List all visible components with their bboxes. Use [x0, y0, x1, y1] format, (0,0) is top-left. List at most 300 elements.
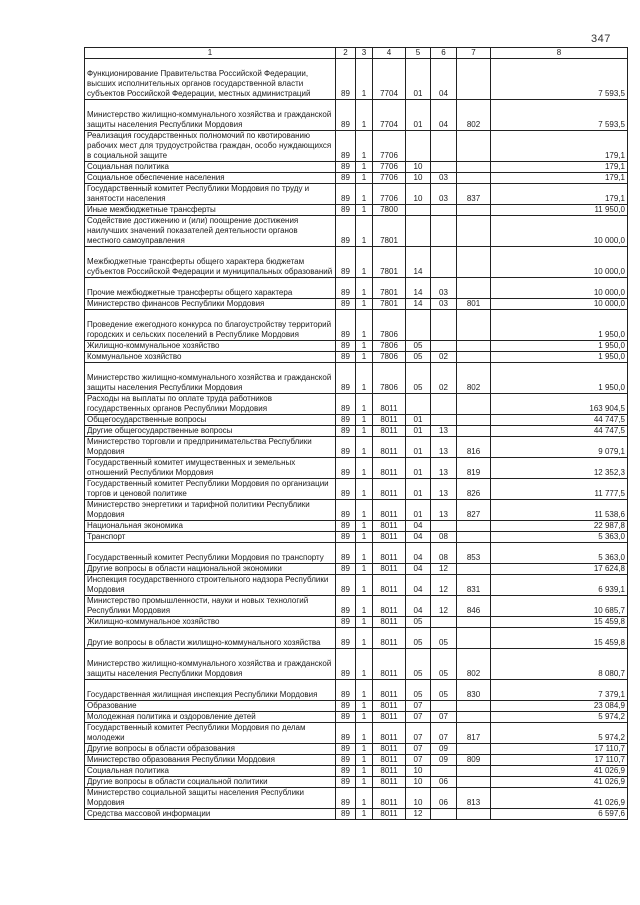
row-code-7-cell: 830 — [457, 680, 491, 701]
table-row — [85, 363, 628, 394]
row-code-4-cell: 8011 — [373, 617, 406, 628]
row-code-3-cell: 1 — [356, 712, 373, 723]
table-row — [85, 173, 628, 184]
row-code-2-cell: 89 — [336, 723, 356, 744]
table-row — [85, 205, 628, 216]
row-amount-cell: 1 950,0 — [491, 363, 628, 394]
row-name-cell: Другие вопросы в области образования — [85, 744, 336, 755]
row-code-6-cell: 05 — [431, 628, 457, 649]
row-name-cell: Министерство образования Республики Мордовия — [85, 755, 336, 766]
row-code-4-cell: 8011 — [373, 575, 406, 596]
row-code-2-cell: 89 — [336, 216, 356, 247]
row-amount-cell: 1 950,0 — [491, 352, 628, 363]
row-code-3-cell: 1 — [356, 755, 373, 766]
table-row — [85, 500, 628, 521]
row-code-6-cell: 03 — [431, 184, 457, 205]
row-code-6-cell: 07 — [431, 712, 457, 723]
row-code-6-cell: 03 — [431, 173, 457, 184]
row-code-7-cell: 813 — [457, 788, 491, 809]
page-number: 347 — [591, 33, 611, 45]
table-row — [85, 543, 628, 564]
row-code-2-cell: 89 — [336, 617, 356, 628]
row-code-2-cell: 89 — [336, 809, 356, 820]
row-code-7-cell — [457, 352, 491, 363]
row-code-6-cell: 12 — [431, 596, 457, 617]
row-code-4-cell: 8011 — [373, 766, 406, 777]
column-header: 5 — [406, 48, 431, 59]
row-code-5-cell: 14 — [406, 247, 431, 278]
row-amount-cell: 5 974,2 — [491, 712, 628, 723]
row-code-3-cell: 1 — [356, 680, 373, 701]
row-code-3-cell: 1 — [356, 184, 373, 205]
row-amount-cell: 1 950,0 — [491, 341, 628, 352]
row-code-2-cell: 89 — [336, 415, 356, 426]
row-code-7-cell — [457, 310, 491, 341]
table-row — [85, 766, 628, 777]
row-code-3-cell: 1 — [356, 415, 373, 426]
row-code-3-cell: 1 — [356, 394, 373, 415]
table-row — [85, 680, 628, 701]
row-name-cell: Реализация государственных полномочий по квотированию рабочих мест для трудоустройства граждан, особо нуждающихся в социальной защите — [85, 131, 336, 162]
row-code-4-cell: 8011 — [373, 755, 406, 766]
row-code-7-cell — [457, 162, 491, 173]
row-code-4-cell: 8011 — [373, 394, 406, 415]
row-name-cell: Межбюджетные трансферты общего характера бюджетам субъектов Российской Федерации и муниципальных образований — [85, 247, 336, 278]
row-code-5-cell: 10 — [406, 766, 431, 777]
table-row — [85, 723, 628, 744]
row-code-4-cell: 7706 — [373, 162, 406, 173]
row-code-7-cell — [457, 131, 491, 162]
table-row — [85, 564, 628, 575]
row-code-5-cell: 05 — [406, 352, 431, 363]
row-code-4-cell: 8011 — [373, 628, 406, 649]
row-code-4-cell: 8011 — [373, 596, 406, 617]
row-code-5-cell: 01 — [406, 426, 431, 437]
row-code-7-cell — [457, 777, 491, 788]
row-code-5-cell: 01 — [406, 100, 431, 131]
row-code-7-cell — [457, 809, 491, 820]
row-code-7-cell — [457, 564, 491, 575]
row-code-4-cell: 8011 — [373, 744, 406, 755]
row-name-cell: Средства массовой информации — [85, 809, 336, 820]
row-amount-cell: 23 084,9 — [491, 701, 628, 712]
row-amount-cell: 1 950,0 — [491, 310, 628, 341]
row-code-2-cell: 89 — [336, 437, 356, 458]
row-amount-cell: 163 904,5 — [491, 394, 628, 415]
row-name-cell: Другие вопросы в области социальной политики — [85, 777, 336, 788]
row-code-3-cell: 1 — [356, 131, 373, 162]
row-code-6-cell: 03 — [431, 278, 457, 299]
row-code-2-cell: 89 — [336, 479, 356, 500]
row-code-6-cell: 02 — [431, 352, 457, 363]
row-code-4-cell: 8011 — [373, 680, 406, 701]
budget-table — [84, 47, 628, 820]
row-name-cell: Министерство финансов Республики Мордовия — [85, 299, 336, 310]
row-amount-cell: 5 974,2 — [491, 723, 628, 744]
row-amount-cell: 7 593,5 — [491, 100, 628, 131]
row-code-3-cell: 1 — [356, 173, 373, 184]
row-code-5-cell: 12 — [406, 809, 431, 820]
row-code-3-cell: 1 — [356, 649, 373, 680]
row-name-cell: Государственная жилищная инспекция Республики Мордовия — [85, 680, 336, 701]
row-code-7-cell — [457, 426, 491, 437]
row-amount-cell: 22 987,8 — [491, 521, 628, 532]
table-row — [85, 216, 628, 247]
row-code-2-cell: 89 — [336, 500, 356, 521]
row-name-cell: Иные межбюджетные трансферты — [85, 205, 336, 216]
row-code-3-cell: 1 — [356, 458, 373, 479]
row-amount-cell: 41 026,9 — [491, 777, 628, 788]
row-code-6-cell: 02 — [431, 363, 457, 394]
table-row — [85, 184, 628, 205]
row-name-cell: Министерство социальной защиты населения Республики Мордовия — [85, 788, 336, 809]
table-header-row — [85, 48, 628, 59]
row-code-3-cell: 1 — [356, 543, 373, 564]
row-code-2-cell: 89 — [336, 131, 356, 162]
row-code-3-cell: 1 — [356, 363, 373, 394]
row-name-cell: Жилищно-коммунальное хозяйство — [85, 617, 336, 628]
table-row — [85, 777, 628, 788]
row-code-6-cell: 13 — [431, 500, 457, 521]
row-amount-cell: 44 747,5 — [491, 415, 628, 426]
row-amount-cell: 9 079,1 — [491, 437, 628, 458]
row-code-4-cell: 8011 — [373, 788, 406, 809]
row-code-3-cell: 1 — [356, 723, 373, 744]
table-row — [85, 755, 628, 766]
row-code-3-cell: 1 — [356, 701, 373, 712]
row-code-7-cell: 846 — [457, 596, 491, 617]
row-code-7-cell — [457, 394, 491, 415]
column-header: 3 — [356, 48, 373, 59]
row-code-4-cell: 7706 — [373, 131, 406, 162]
row-code-3-cell: 1 — [356, 532, 373, 543]
row-code-5-cell: 10 — [406, 777, 431, 788]
row-code-4-cell: 8011 — [373, 532, 406, 543]
row-name-cell: Проведение ежегодного конкурса по благоустройству территорий городских и сельских поселений в Республике Мордовия — [85, 310, 336, 341]
row-code-4-cell: 8011 — [373, 479, 406, 500]
row-code-7-cell — [457, 744, 491, 755]
row-code-5-cell: 04 — [406, 596, 431, 617]
row-amount-cell: 17 110,7 — [491, 744, 628, 755]
row-code-5-cell: 01 — [406, 415, 431, 426]
row-code-5-cell — [406, 205, 431, 216]
row-code-7-cell — [457, 628, 491, 649]
row-code-2-cell: 89 — [336, 575, 356, 596]
row-name-cell: Транспорт — [85, 532, 336, 543]
row-code-4-cell: 7806 — [373, 363, 406, 394]
row-code-5-cell — [406, 310, 431, 341]
row-code-6-cell — [431, 131, 457, 162]
row-code-3-cell: 1 — [356, 564, 373, 575]
row-name-cell: Инспекция государственного строительного надзора Республики Мордовия — [85, 575, 336, 596]
row-amount-cell: 10 000,0 — [491, 247, 628, 278]
row-code-4-cell: 8011 — [373, 809, 406, 820]
table-row — [85, 744, 628, 755]
row-code-6-cell: 13 — [431, 437, 457, 458]
row-code-4-cell: 7806 — [373, 341, 406, 352]
row-code-5-cell: 04 — [406, 543, 431, 564]
row-code-4-cell: 8011 — [373, 500, 406, 521]
row-code-3-cell: 1 — [356, 437, 373, 458]
row-amount-cell: 179,1 — [491, 131, 628, 162]
row-code-2-cell: 89 — [336, 649, 356, 680]
row-code-2-cell: 89 — [336, 564, 356, 575]
row-code-2-cell: 89 — [336, 162, 356, 173]
row-code-3-cell: 1 — [356, 310, 373, 341]
row-code-5-cell: 14 — [406, 299, 431, 310]
row-code-5-cell — [406, 394, 431, 415]
row-code-7-cell — [457, 59, 491, 100]
row-code-6-cell: 12 — [431, 564, 457, 575]
table-row — [85, 788, 628, 809]
row-code-7-cell: 826 — [457, 479, 491, 500]
row-code-4-cell: 8011 — [373, 458, 406, 479]
row-code-6-cell: 05 — [431, 680, 457, 701]
row-code-4-cell: 7706 — [373, 173, 406, 184]
row-code-3-cell: 1 — [356, 596, 373, 617]
table-row — [85, 809, 628, 820]
row-name-cell: Министерство энергетики и тарифной политики Республики Мордовия — [85, 500, 336, 521]
row-amount-cell: 7 379,1 — [491, 680, 628, 701]
row-code-2-cell: 89 — [336, 777, 356, 788]
row-code-6-cell — [431, 415, 457, 426]
row-code-7-cell: 837 — [457, 184, 491, 205]
row-code-7-cell — [457, 247, 491, 278]
table-row — [85, 532, 628, 543]
row-code-6-cell — [431, 162, 457, 173]
row-name-cell: Прочие межбюджетные трансферты общего характера — [85, 278, 336, 299]
row-code-7-cell: 827 — [457, 500, 491, 521]
row-code-2-cell: 89 — [336, 173, 356, 184]
row-amount-cell: 41 026,9 — [491, 788, 628, 809]
row-name-cell: Другие вопросы в области национальной экономики — [85, 564, 336, 575]
row-code-6-cell: 13 — [431, 479, 457, 500]
row-code-5-cell — [406, 131, 431, 162]
row-code-3-cell: 1 — [356, 628, 373, 649]
row-code-2-cell: 89 — [336, 458, 356, 479]
table-row — [85, 131, 628, 162]
row-code-4-cell: 8011 — [373, 543, 406, 564]
row-name-cell: Содействие достижению и (или) поощрение достижения наилучших значений показателей деятельности органов местного самоуправления — [85, 216, 336, 247]
row-code-5-cell: 07 — [406, 712, 431, 723]
row-code-6-cell — [431, 394, 457, 415]
row-code-3-cell: 1 — [356, 100, 373, 131]
row-code-5-cell: 05 — [406, 341, 431, 352]
row-amount-cell: 10 000,0 — [491, 216, 628, 247]
row-code-7-cell: 809 — [457, 755, 491, 766]
row-name-cell: Государственный комитет Республики Мордовия по организации торгов и ценовой политике — [85, 479, 336, 500]
row-amount-cell: 5 363,0 — [491, 532, 628, 543]
column-header: 7 — [457, 48, 491, 59]
row-code-7-cell: 816 — [457, 437, 491, 458]
row-amount-cell: 15 459,8 — [491, 628, 628, 649]
row-code-5-cell: 01 — [406, 458, 431, 479]
row-name-cell: Функционирование Правительства Российской Федерации, высших исполнительных органов государственной власти субъектов Российской Федерации, местных администраций — [85, 59, 336, 100]
row-code-4-cell: 7806 — [373, 352, 406, 363]
row-code-2-cell: 89 — [336, 766, 356, 777]
row-code-4-cell: 8011 — [373, 426, 406, 437]
row-code-6-cell: 13 — [431, 458, 457, 479]
row-code-4-cell: 8011 — [373, 564, 406, 575]
row-name-cell: Министерство жилищно-коммунального хозяйства и гражданской защиты населения Республики Мордовия — [85, 100, 336, 131]
row-code-2-cell: 89 — [336, 278, 356, 299]
row-code-2-cell: 89 — [336, 628, 356, 649]
row-code-4-cell: 8011 — [373, 521, 406, 532]
row-code-7-cell — [457, 617, 491, 628]
row-code-6-cell: 06 — [431, 788, 457, 809]
row-code-2-cell: 89 — [336, 744, 356, 755]
row-code-2-cell: 89 — [336, 712, 356, 723]
row-code-3-cell: 1 — [356, 788, 373, 809]
row-name-cell: Государственный комитет Республики Мордовия по труду и занятости населения — [85, 184, 336, 205]
table-row — [85, 437, 628, 458]
row-amount-cell: 10 000,0 — [491, 278, 628, 299]
row-code-6-cell — [431, 766, 457, 777]
row-code-2-cell: 89 — [336, 521, 356, 532]
table-row — [85, 352, 628, 363]
row-code-2-cell: 89 — [336, 543, 356, 564]
row-amount-cell: 179,1 — [491, 173, 628, 184]
table-row — [85, 458, 628, 479]
row-amount-cell: 41 026,9 — [491, 766, 628, 777]
row-code-3-cell: 1 — [356, 59, 373, 100]
row-code-5-cell: 04 — [406, 521, 431, 532]
row-name-cell: Образование — [85, 701, 336, 712]
row-code-3-cell: 1 — [356, 744, 373, 755]
row-code-6-cell — [431, 310, 457, 341]
table-row — [85, 310, 628, 341]
row-name-cell: Другие общегосударственные вопросы — [85, 426, 336, 437]
column-header: 8 — [491, 48, 628, 59]
row-code-4-cell: 7800 — [373, 205, 406, 216]
row-code-3-cell: 1 — [356, 777, 373, 788]
row-code-6-cell: 04 — [431, 59, 457, 100]
row-amount-cell: 17 624,8 — [491, 564, 628, 575]
row-code-5-cell: 05 — [406, 680, 431, 701]
row-code-7-cell — [457, 278, 491, 299]
row-code-6-cell: 05 — [431, 649, 457, 680]
row-amount-cell: 12 352,3 — [491, 458, 628, 479]
row-name-cell: Общегосударственные вопросы — [85, 415, 336, 426]
row-code-3-cell: 1 — [356, 247, 373, 278]
row-code-2-cell: 89 — [336, 310, 356, 341]
row-code-7-cell — [457, 532, 491, 543]
row-code-3-cell: 1 — [356, 479, 373, 500]
column-header: 1 — [85, 48, 336, 59]
row-code-5-cell: 10 — [406, 184, 431, 205]
row-code-6-cell — [431, 809, 457, 820]
row-code-5-cell: 01 — [406, 479, 431, 500]
row-amount-cell: 15 459,8 — [491, 617, 628, 628]
row-code-5-cell: 05 — [406, 628, 431, 649]
row-code-5-cell: 04 — [406, 564, 431, 575]
table-row — [85, 100, 628, 131]
row-code-4-cell: 8011 — [373, 415, 406, 426]
column-header: 2 — [336, 48, 356, 59]
row-code-5-cell: 01 — [406, 500, 431, 521]
row-code-3-cell: 1 — [356, 575, 373, 596]
row-amount-cell: 44 747,5 — [491, 426, 628, 437]
row-code-6-cell — [431, 521, 457, 532]
row-code-6-cell: 03 — [431, 299, 457, 310]
row-code-5-cell — [406, 216, 431, 247]
row-code-7-cell — [457, 766, 491, 777]
row-code-2-cell: 89 — [336, 394, 356, 415]
row-code-4-cell: 8011 — [373, 712, 406, 723]
row-code-6-cell — [431, 205, 457, 216]
row-code-6-cell — [431, 216, 457, 247]
row-code-5-cell: 05 — [406, 649, 431, 680]
row-code-7-cell — [457, 173, 491, 184]
row-code-2-cell: 89 — [336, 184, 356, 205]
row-name-cell: Министерство промышленности, науки и новых технологий Республики Мордовия — [85, 596, 336, 617]
table-row — [85, 299, 628, 310]
row-code-5-cell: 01 — [406, 59, 431, 100]
row-name-cell: Государственный комитет Республики Мордовия по делам молодежи — [85, 723, 336, 744]
table-row — [85, 341, 628, 352]
row-code-2-cell: 89 — [336, 426, 356, 437]
row-code-5-cell: 10 — [406, 788, 431, 809]
row-name-cell: Социальная политика — [85, 766, 336, 777]
table-row — [85, 278, 628, 299]
row-amount-cell: 5 363,0 — [491, 543, 628, 564]
row-code-4-cell: 7801 — [373, 216, 406, 247]
row-code-4-cell: 7706 — [373, 184, 406, 205]
row-name-cell: Коммунальное хозяйство — [85, 352, 336, 363]
row-code-4-cell: 8011 — [373, 777, 406, 788]
table-row — [85, 628, 628, 649]
row-code-6-cell: 06 — [431, 777, 457, 788]
row-code-2-cell: 89 — [336, 100, 356, 131]
row-code-7-cell: 831 — [457, 575, 491, 596]
table-body — [85, 59, 628, 820]
row-code-3-cell: 1 — [356, 162, 373, 173]
row-code-3-cell: 1 — [356, 216, 373, 247]
row-amount-cell: 11 950,0 — [491, 205, 628, 216]
row-code-4-cell: 8011 — [373, 649, 406, 680]
row-code-4-cell: 7704 — [373, 100, 406, 131]
row-code-2-cell: 89 — [336, 532, 356, 543]
row-code-7-cell — [457, 216, 491, 247]
row-code-5-cell: 07 — [406, 744, 431, 755]
row-amount-cell: 11 777,5 — [491, 479, 628, 500]
row-code-3-cell: 1 — [356, 617, 373, 628]
row-name-cell: Социальное обеспечение населения — [85, 173, 336, 184]
row-name-cell: Национальная экономика — [85, 521, 336, 532]
table-row — [85, 247, 628, 278]
row-code-5-cell: 10 — [406, 173, 431, 184]
row-code-2-cell: 89 — [336, 247, 356, 278]
row-code-2-cell: 89 — [336, 680, 356, 701]
row-code-2-cell: 89 — [336, 59, 356, 100]
row-code-6-cell: 09 — [431, 744, 457, 755]
row-code-2-cell: 89 — [336, 299, 356, 310]
row-code-5-cell: 05 — [406, 363, 431, 394]
table-row — [85, 649, 628, 680]
row-code-2-cell: 89 — [336, 701, 356, 712]
row-code-7-cell: 802 — [457, 649, 491, 680]
row-code-6-cell — [431, 617, 457, 628]
row-code-3-cell: 1 — [356, 500, 373, 521]
row-code-4-cell: 8011 — [373, 701, 406, 712]
row-code-2-cell: 89 — [336, 352, 356, 363]
row-code-5-cell: 10 — [406, 162, 431, 173]
row-code-2-cell: 89 — [336, 788, 356, 809]
row-code-4-cell: 7704 — [373, 59, 406, 100]
row-code-7-cell: 802 — [457, 100, 491, 131]
row-name-cell: Молодежная политика и оздоровление детей — [85, 712, 336, 723]
table-row — [85, 415, 628, 426]
